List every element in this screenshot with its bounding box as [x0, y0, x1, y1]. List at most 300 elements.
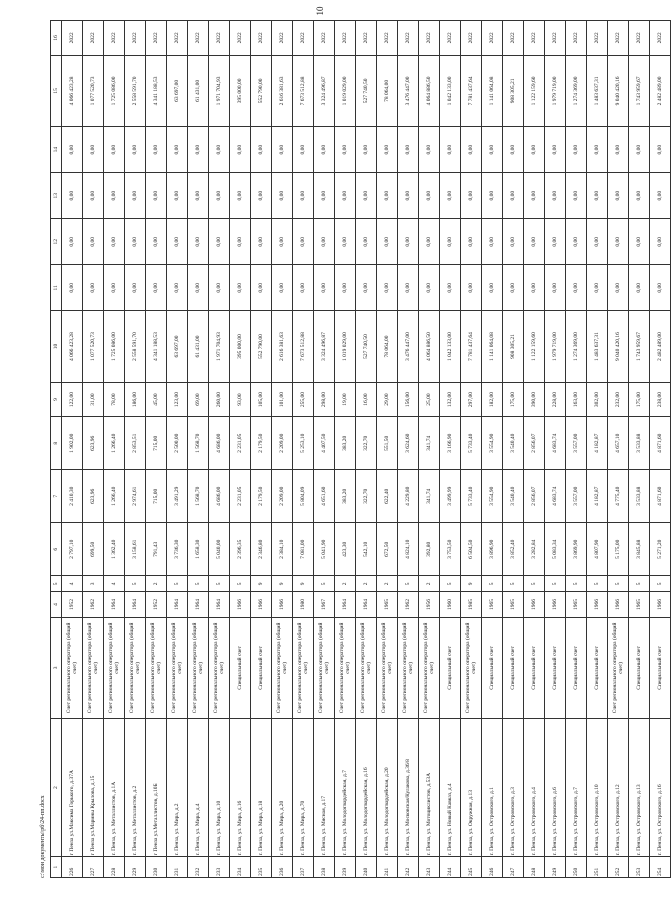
table-cell: 0,00 — [482, 127, 503, 173]
table-cell: 122,00 — [62, 382, 83, 417]
table-cell: 527 740,50 — [356, 55, 377, 126]
table-cell: 0,00 — [524, 219, 545, 265]
table-cell: 2 — [419, 576, 440, 592]
table-cell: 2 — [377, 576, 398, 592]
table-cell: 1952 — [62, 592, 83, 617]
table-cell: 241 — [377, 857, 398, 878]
table-cell: Счет регионального оператора (общий счет) — [335, 617, 356, 718]
table-cell: 3 324 496,87 — [314, 311, 335, 382]
table-cell: 3 554,90 — [482, 470, 503, 523]
table-cell: 341,74 — [419, 470, 440, 523]
table-cell: 2 482 489,00 — [650, 311, 671, 382]
table-cell: Счет регионального оператора (общий счет) — [209, 617, 230, 718]
table-cell: 63 697,00 — [167, 55, 188, 126]
table-row — [377, 21, 398, 878]
column-header: 3 — [51, 617, 62, 718]
table-cell: 1 658,30 — [188, 523, 209, 576]
table-cell: 0,00 — [356, 127, 377, 173]
table-cell: 1 141 064,08 — [482, 311, 503, 382]
table-cell: 2022 — [314, 21, 335, 56]
table-cell: 4 182,87 — [587, 470, 608, 523]
table-cell: 0,00 — [503, 173, 524, 219]
table-cell: 6 504,50 — [461, 523, 482, 576]
table-cell: 2022 — [566, 21, 587, 56]
table-cell: 0,00 — [419, 173, 440, 219]
table-cell: 0,00 — [335, 173, 356, 219]
table-cell: 0,00 — [62, 127, 83, 173]
table-cell: 247 — [503, 857, 524, 878]
table-cell: 2 558 591,70 — [125, 311, 146, 382]
table-cell: 1 979 719,00 — [545, 55, 566, 126]
table-cell: 2022 — [440, 21, 461, 56]
table-cell: 1 725 086,00 — [104, 55, 125, 126]
table-cell: 0,00 — [587, 173, 608, 219]
table-cell: Счет регионального оператора (общий счет) — [104, 617, 125, 718]
table-cell: 0,00 — [125, 173, 146, 219]
column-header: 6 — [51, 523, 62, 576]
table-cell: 5 175,00 — [608, 523, 629, 576]
column-header: 1 — [51, 857, 62, 878]
table-cell: 1 274 369,00 — [566, 311, 587, 382]
table-cell: 2022 — [251, 21, 272, 56]
table-cell: 2 482 489,00 — [650, 55, 671, 126]
table-cell: 2 396,35 — [230, 523, 251, 576]
table-cell: 0,00 — [251, 219, 272, 265]
table-cell: 255,00 — [293, 382, 314, 417]
table-cell: 3 736,30 — [167, 523, 188, 576]
table-cell: 672,50 — [377, 523, 398, 576]
table-cell: 1 122 159,60 — [524, 55, 545, 126]
table-cell: 4 229,80 — [398, 470, 419, 523]
table-cell: 1965 — [482, 592, 503, 617]
table-cell: 0,00 — [503, 265, 524, 311]
table-cell: 2 — [335, 576, 356, 592]
table-cell: 715,00 — [146, 470, 167, 523]
table-cell: 1966 — [251, 592, 272, 617]
table-cell: 0,00 — [587, 219, 608, 265]
table-cell: 25,00 — [419, 382, 440, 417]
table-cell: 3 491,29 — [167, 470, 188, 523]
table-cell: Специальный счет — [440, 617, 461, 718]
table-cell: 61 431,00 — [188, 55, 209, 126]
table-cell: 2 616 381,63 — [272, 311, 293, 382]
table-cell: 175,00 — [629, 382, 650, 417]
table-cell: 4 341 188,53 — [146, 55, 167, 126]
table-cell: 0,00 — [650, 219, 671, 265]
table-cell: 0,00 — [272, 265, 293, 311]
table-cell: Специальный счет — [629, 617, 650, 718]
table-cell: 1962 — [83, 592, 104, 617]
table-cell: 3 557,00 — [566, 470, 587, 523]
table-cell: 2022 — [356, 21, 377, 56]
table-cell: 2 856,07 — [524, 417, 545, 470]
table-cell: 9 — [293, 576, 314, 592]
table-cell: 699,50 — [83, 523, 104, 576]
table-cell: 0,00 — [272, 219, 293, 265]
table-cell: 5 733,40 — [461, 417, 482, 470]
table-cell: 3 499,99 — [440, 470, 461, 523]
table-cell: 0,00 — [293, 219, 314, 265]
table-row — [251, 21, 272, 878]
table-cell: Специальный счет — [566, 617, 587, 718]
table-row — [566, 21, 587, 878]
table-cell: 0,00 — [272, 127, 293, 173]
table-cell: Счет регионального оператора (общий счет) — [398, 617, 419, 718]
table-cell: 0,00 — [461, 219, 482, 265]
rotated-table-container — [50, 20, 663, 878]
table-cell: 2022 — [503, 21, 524, 56]
table-cell: 0,00 — [230, 127, 251, 173]
table-cell: 0,00 — [314, 219, 335, 265]
table-cell: Специальный счет — [545, 617, 566, 718]
table-row — [650, 21, 671, 878]
table-cell: 254 — [650, 857, 671, 878]
table-cell: 383,20 — [335, 470, 356, 523]
table-cell: 3 533,88 — [629, 417, 650, 470]
table-cell: г. Пенза, ул. Окружная, д.13 — [461, 719, 482, 857]
table-cell: 0,00 — [503, 127, 524, 173]
table-cell: 0,00 — [293, 265, 314, 311]
table-cell: 1 274 369,00 — [566, 55, 587, 126]
table-cell: 1964 — [104, 592, 125, 617]
table-cell: 395 000,00 — [230, 311, 251, 382]
column-header: 4 — [51, 592, 62, 617]
table-cell: 552 790,00 — [251, 311, 272, 382]
table-cell: 298,00 — [314, 382, 335, 417]
table-cell: 2022 — [419, 21, 440, 56]
table-cell: 0,00 — [104, 219, 125, 265]
table-cell: 1964 — [167, 592, 188, 617]
table-row — [503, 21, 524, 878]
column-header: 16 — [51, 21, 62, 56]
column-header: 2 — [51, 719, 62, 857]
table-cell: 1966 — [524, 592, 545, 617]
table-cell: 0,00 — [461, 265, 482, 311]
table-cell: г. Пенза, ул. Островского, д.10 — [587, 719, 608, 857]
table-cell: 5 — [608, 576, 629, 592]
table-cell: 1980 — [293, 592, 314, 617]
table-cell: 0,00 — [419, 219, 440, 265]
table-cell: 0,00 — [440, 219, 461, 265]
table-cell: г. Пенза, ул. Молодогвардейская, д.16 — [356, 719, 377, 857]
table-cell: 0,00 — [608, 127, 629, 173]
table-cell: 0,00 — [629, 173, 650, 219]
table-cell: 1 362,40 — [104, 523, 125, 576]
table-cell: г. Пенза, ул. Молодогвардейская, д.20 — [377, 719, 398, 857]
table-cell: 1 141 064,08 — [482, 55, 503, 126]
table-row — [356, 21, 377, 878]
table-cell: 2022 — [146, 21, 167, 56]
table-cell: 322,70 — [356, 417, 377, 470]
table-cell: 623,96 — [83, 470, 104, 523]
table-cell: 2022 — [482, 21, 503, 56]
table-cell: 0,00 — [167, 265, 188, 311]
table-cell: 4 686,00 — [209, 417, 230, 470]
table-cell: Счет регионального оператора (общий счет) — [125, 617, 146, 718]
table-cell: 1 077 520,73 — [83, 311, 104, 382]
table-cell: 1964 — [335, 592, 356, 617]
table-cell: 1 743 959,67 — [629, 55, 650, 126]
table-cell: 302,00 — [587, 382, 608, 417]
table-cell: г. Пенза, ул. Мясная, д.17 — [314, 719, 335, 857]
table-cell: 231 — [167, 857, 188, 878]
table-cell: 245 — [461, 857, 482, 878]
table-cell: 4 182,87 — [587, 417, 608, 470]
table-cell: 233 — [209, 857, 230, 878]
table-cell: 0,00 — [545, 219, 566, 265]
table-cell: 2 853,51 — [125, 417, 146, 470]
column-header: 12 — [51, 219, 62, 265]
table-cell: 235 — [251, 857, 272, 878]
table-row — [188, 21, 209, 878]
table-row — [314, 21, 335, 878]
table-cell: 0,00 — [440, 265, 461, 311]
table-cell: 4 871,60 — [650, 470, 671, 523]
table-cell: г. Пенза, ул. Островского, д.4 — [524, 719, 545, 857]
table-cell: 383,20 — [335, 417, 356, 470]
table-cell: 0,00 — [62, 219, 83, 265]
table-cell: г. Пенза, ул. Островского, д.13 — [629, 719, 650, 857]
table-cell: 1964 — [356, 592, 377, 617]
table-cell: 7 781 437,64 — [461, 55, 482, 126]
table-cell: 242 — [398, 857, 419, 878]
table-cell: 322,70 — [356, 470, 377, 523]
table-cell: 5 083,34 — [545, 523, 566, 576]
table-cell: 0,00 — [167, 173, 188, 219]
table-cell: 4 064 886,50 — [419, 55, 440, 126]
table-cell: Счет регионального оператора (общий счет) — [272, 617, 293, 718]
table-cell: 2022 — [104, 21, 125, 56]
table-cell: 0,00 — [587, 265, 608, 311]
table-cell: 0,00 — [545, 265, 566, 311]
table-cell: 0,00 — [83, 219, 104, 265]
table-cell: 1 042 133,00 — [440, 55, 461, 126]
table-cell: 0,00 — [251, 127, 272, 173]
table-cell: 7 081,00 — [293, 523, 314, 576]
table-cell: 2022 — [608, 21, 629, 56]
table-cell: 3 166,90 — [440, 417, 461, 470]
table-cell: 2 346,80 — [251, 523, 272, 576]
table-cell: 1966 — [230, 592, 251, 617]
table-cell: 0,00 — [398, 127, 419, 173]
table-cell: г. Пенза, ул. Островского, д.12 — [608, 719, 629, 857]
table-cell: 1 483 637,31 — [587, 311, 608, 382]
table-cell: 0,00 — [419, 265, 440, 311]
table-cell: 0,00 — [209, 127, 230, 173]
column-header: 13 — [51, 173, 62, 219]
table-cell: 0,00 — [377, 219, 398, 265]
table-cell: 5 — [125, 576, 146, 592]
table-cell: 19,00 — [335, 382, 356, 417]
table-cell: 1 483 637,31 — [587, 55, 608, 126]
table-row — [83, 21, 104, 878]
table-cell: 101,00 — [272, 382, 293, 417]
table-cell: 1 266,40 — [104, 417, 125, 470]
table-cell: 0,00 — [146, 173, 167, 219]
table-cell: 227 — [83, 857, 104, 878]
table-cell: 3 282,84 — [524, 523, 545, 576]
table-cell: 238,00 — [650, 382, 671, 417]
table-cell: 0,00 — [377, 127, 398, 173]
table-cell: г. Пенза, ул. Мира, д.16 — [230, 719, 251, 857]
table-cell: 5 — [167, 576, 188, 592]
table-cell: 0,00 — [230, 173, 251, 219]
table-cell: 0,00 — [293, 173, 314, 219]
table-cell: 4 657,10 — [608, 417, 629, 470]
table-cell: 246 — [482, 857, 503, 878]
table-cell: 341,74 — [419, 417, 440, 470]
table-cell: 5 — [230, 576, 251, 592]
table-cell: 2 410,30 — [62, 470, 83, 523]
table-cell: 908 305,21 — [503, 55, 524, 126]
table-cell: 2022 — [461, 21, 482, 56]
housing-register-table — [50, 20, 671, 878]
table-cell: 4 407,50 — [314, 417, 335, 470]
table-cell: 4 683,74 — [545, 417, 566, 470]
table-cell: 4 824,10 — [398, 523, 419, 576]
table-cell: 2 179,50 — [251, 470, 272, 523]
table-cell: 260,00 — [209, 382, 230, 417]
table-cell: 622,40 — [377, 470, 398, 523]
table-cell: г. Пенза, ул. Островского, д.7 — [566, 719, 587, 857]
table-cell: 5 271,20 — [650, 523, 671, 576]
table-cell: 2022 — [293, 21, 314, 56]
table-cell: г. Пенза, ул. Московская/Кулакова, д.36/8 — [398, 719, 419, 857]
table-cell: 226 — [62, 857, 83, 878]
table-cell: 239 — [335, 857, 356, 878]
table-cell: 5 — [545, 576, 566, 592]
table-cell: 542,10 — [356, 523, 377, 576]
table-cell: 5 — [440, 576, 461, 592]
table-cell: г. Пенза, ул. Мира, д.20 — [272, 719, 293, 857]
table-cell: 2 558 591,70 — [125, 55, 146, 126]
table-cell: 0,00 — [650, 265, 671, 311]
table-cell: 0,00 — [314, 173, 335, 219]
table-row — [167, 21, 188, 878]
table-cell: 7 673 512,88 — [293, 55, 314, 126]
table-cell: 2022 — [629, 21, 650, 56]
table-cell: 1 266,40 — [104, 470, 125, 523]
table-cell: г. Пенза, ул. Мотоциклистов, д.53А — [419, 719, 440, 857]
column-header: 10 — [51, 311, 62, 382]
table-cell: 1965 — [503, 592, 524, 617]
table-cell: 908 305,21 — [503, 311, 524, 382]
table-row — [335, 21, 356, 878]
table-cell: 0,00 — [566, 265, 587, 311]
table-cell: 186,00 — [125, 382, 146, 417]
table-cell: Счет регионального оператора (общий счет) — [356, 617, 377, 718]
table-row — [398, 21, 419, 878]
table-cell: 78 064,00 — [377, 55, 398, 126]
table-cell: Счет регионального оператора (общий счет) — [377, 617, 398, 718]
table-row — [146, 21, 167, 878]
table-cell: 392,80 — [419, 523, 440, 576]
table-cell: 3 753,50 — [440, 523, 461, 576]
table-cell: г. Пенза, ул. Металлистов, д.2 — [125, 719, 146, 857]
table-cell: 251 — [587, 857, 608, 878]
table-cell: 4 — [62, 576, 83, 592]
table-row — [230, 21, 251, 878]
table-cell: 0,00 — [293, 127, 314, 173]
table-cell: 2 209,00 — [272, 417, 293, 470]
table-cell: 1965 — [377, 592, 398, 617]
table-cell: 1 077 520,73 — [83, 55, 104, 126]
column-header: 9 — [51, 382, 62, 417]
table-cell: 0,00 — [482, 265, 503, 311]
table-cell: 5 — [629, 576, 650, 592]
table-cell: 551,50 — [377, 417, 398, 470]
table-cell: г. Пенза, ул. Новый Кавказ, д.4 — [440, 719, 461, 857]
table-cell: 4 — [104, 576, 125, 592]
table-cell: г. Пенза, ул. Островского, д.16 — [650, 719, 671, 857]
column-header: 8 — [51, 417, 62, 470]
table-cell: 2 179,50 — [251, 417, 272, 470]
table-cell: 5 — [314, 576, 335, 592]
table-cell: 623,96 — [83, 417, 104, 470]
table-cell: 0,00 — [503, 219, 524, 265]
table-cell: 0,00 — [545, 173, 566, 219]
table-cell: 0,00 — [398, 173, 419, 219]
table-cell: 3 624,60 — [398, 417, 419, 470]
table-cell: Счет регионального оператора (общий счет) — [293, 617, 314, 718]
table-cell: 0,00 — [188, 265, 209, 311]
table-cell: 0,00 — [146, 127, 167, 173]
table-cell: 0,00 — [356, 173, 377, 219]
table-cell: 0,00 — [335, 265, 356, 311]
table-cell: 123,00 — [167, 382, 188, 417]
table-cell: 0,00 — [587, 127, 608, 173]
column-header: 7 — [51, 470, 62, 523]
table-cell: 1 019 029,00 — [335, 311, 356, 382]
table-cell: 2022 — [188, 21, 209, 56]
table-cell: 4 066 423,28 — [62, 311, 83, 382]
table-cell: 2022 — [167, 21, 188, 56]
table-cell: 29,00 — [377, 382, 398, 417]
table-cell: 0,00 — [356, 265, 377, 311]
table-cell: 9 — [251, 576, 272, 592]
table-cell: 3 — [83, 576, 104, 592]
table-cell: 2 — [146, 576, 167, 592]
table-cell: 1 979 719,00 — [545, 311, 566, 382]
table-cell: 4 064 886,50 — [419, 311, 440, 382]
table-cell: 3 158,61 — [125, 523, 146, 576]
table-cell: г. Пенза, ул. Металлистов, д.1А — [104, 719, 125, 857]
table-cell: 175,00 — [503, 382, 524, 417]
table-cell: 78,00 — [104, 382, 125, 417]
table-cell: 253 — [629, 857, 650, 878]
table-cell: Специальный счет — [503, 617, 524, 718]
table-cell: 240 — [356, 857, 377, 878]
table-cell: 0,00 — [398, 219, 419, 265]
table-cell: 243 — [419, 857, 440, 878]
table-cell: 0,00 — [650, 173, 671, 219]
table-cell: 2022 — [125, 21, 146, 56]
table-cell: 238 — [314, 857, 335, 878]
table-row — [587, 21, 608, 878]
table-cell: 5 041,90 — [314, 523, 335, 576]
table-cell: 0,00 — [272, 173, 293, 219]
table-cell: 0,00 — [566, 219, 587, 265]
table-cell: г. Пенза, ул. Мира, д.70 — [293, 719, 314, 857]
table-row — [209, 21, 230, 878]
table-cell: 252 — [608, 857, 629, 878]
table-cell: 0,00 — [62, 265, 83, 311]
table-cell: 1 568,70 — [188, 417, 209, 470]
table-cell: 0,00 — [314, 127, 335, 173]
table-cell: 1 902,00 — [62, 417, 83, 470]
table-cell: 0,00 — [608, 219, 629, 265]
table-cell: 395 000,00 — [230, 55, 251, 126]
